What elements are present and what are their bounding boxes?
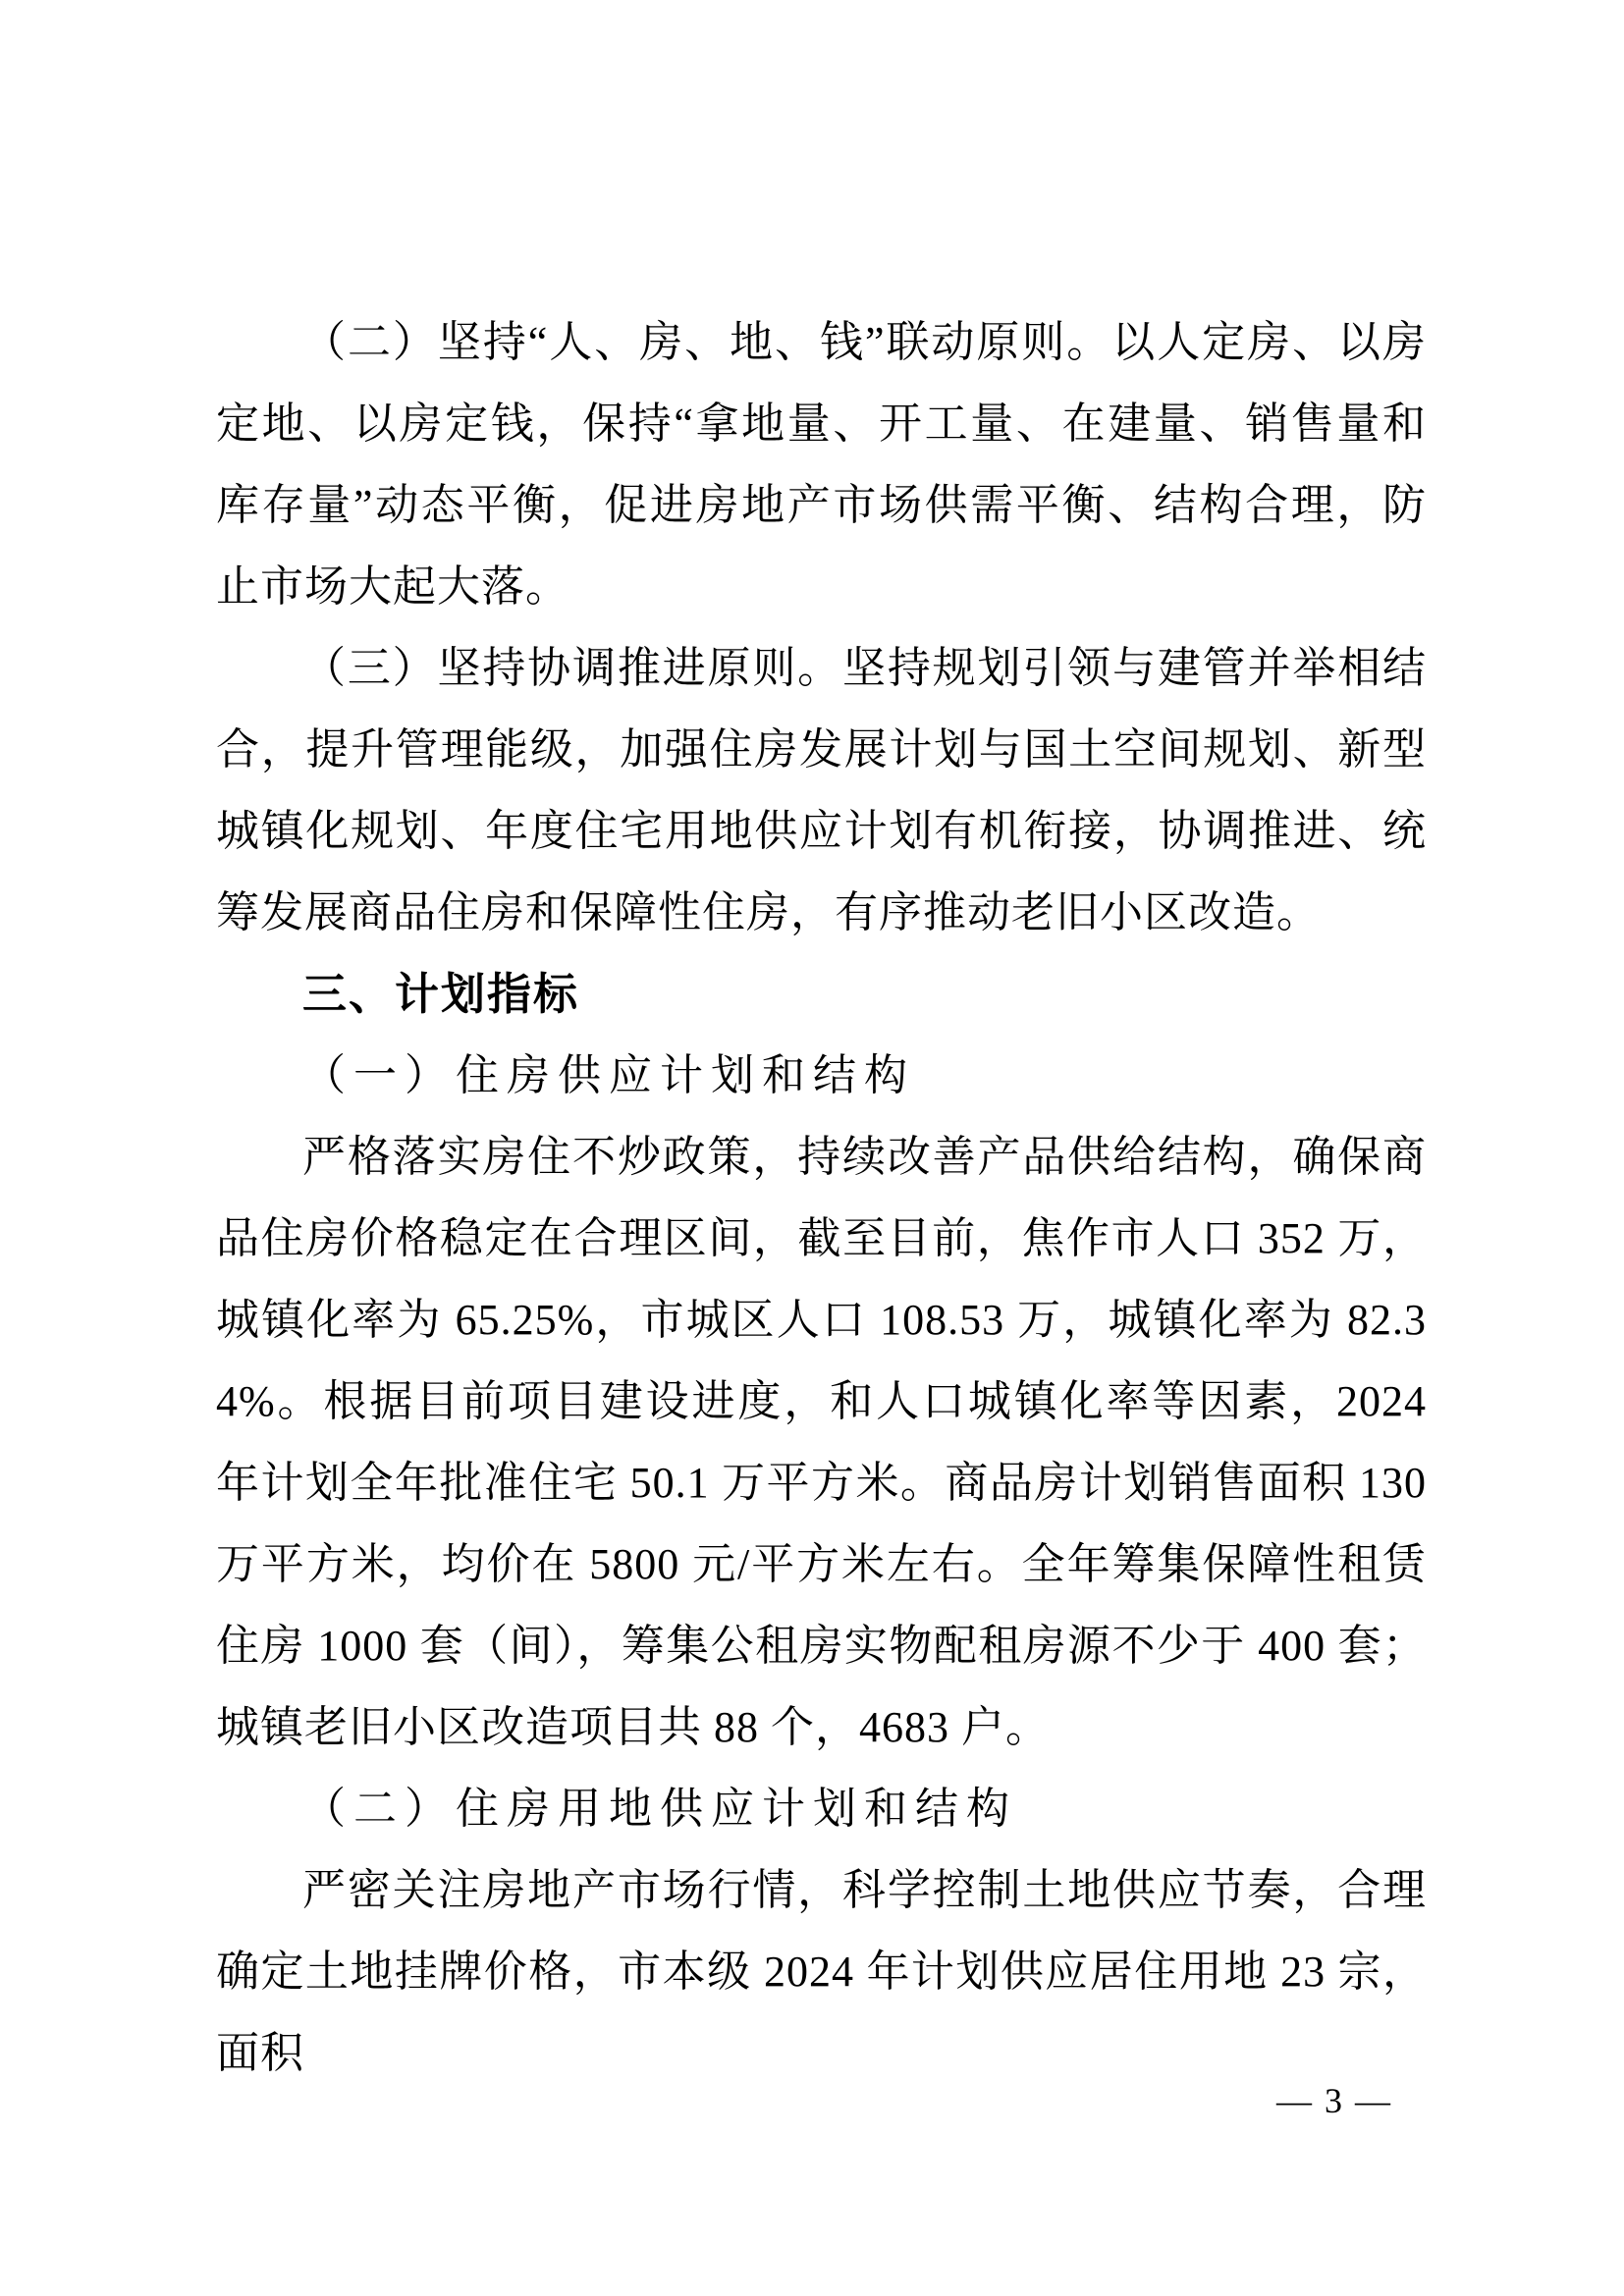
paragraph-land-supply-details: 严密关注房地产市场行情，科学控制土地供应节奏，合理确定土地挂牌价格，市本级 2024 年计划供应居住用地 23 宗，面积 (216, 1866, 1427, 2077)
paragraph-principle-linkage: （二）坚持“人、房、地、钱”联动原则。以人定房、以房定地、以房定钱，保持“拿地量、开工量、在建量、销售量和库存量”动态平衡，促进房地产市场供需平衡、结构合理，防止市场大起大落。 (216, 318, 1427, 611)
subheading-housing-supply-plan: （一）住房供应计划和结构 (302, 1051, 915, 1099)
paragraph-principle-coordination: （三）坚持协调推进原则。坚持规划引领与建管并举相结合，提升管理能级，加强住房发展计划与国土空间规划、新型城镇化规划、年度住宅用地供应计划有机衔接，协调推进、统筹发展商品住房和保障性住房，有序推动老旧小区改造。 (216, 644, 1427, 936)
document-content (216, 301, 1427, 2094)
subheading-land-supply-plan: （二）住房用地供应计划和结构 (302, 1785, 1017, 1833)
page-number: — 3 — (1276, 2081, 1392, 2120)
section-heading-plan-indicators: 三、计划指标 (302, 969, 580, 1019)
paragraph-housing-supply-details: 严格落实房住不炒政策，持续改善产品供给结构，确保商品住房价格稳定在合理区间，截至目前，焦作市人口 352 万，城镇化率为 65.25%，市城区人口 108.53 万，城镇化率为 82.34%。根据目前项目建设进度，和人口城镇化率等因素，2024 年计划全年批准住宅 50.1 万平方米。商品房计划销售面积 130 万平方米，均价在 5800 元/平方米左右。全年筹集保障性租赁住房 1000 套（间），筹集公租房实物配租房源不少于 400 套；城镇老旧小区改造项目共 88 个，4683 户。 (216, 1133, 1427, 1751)
